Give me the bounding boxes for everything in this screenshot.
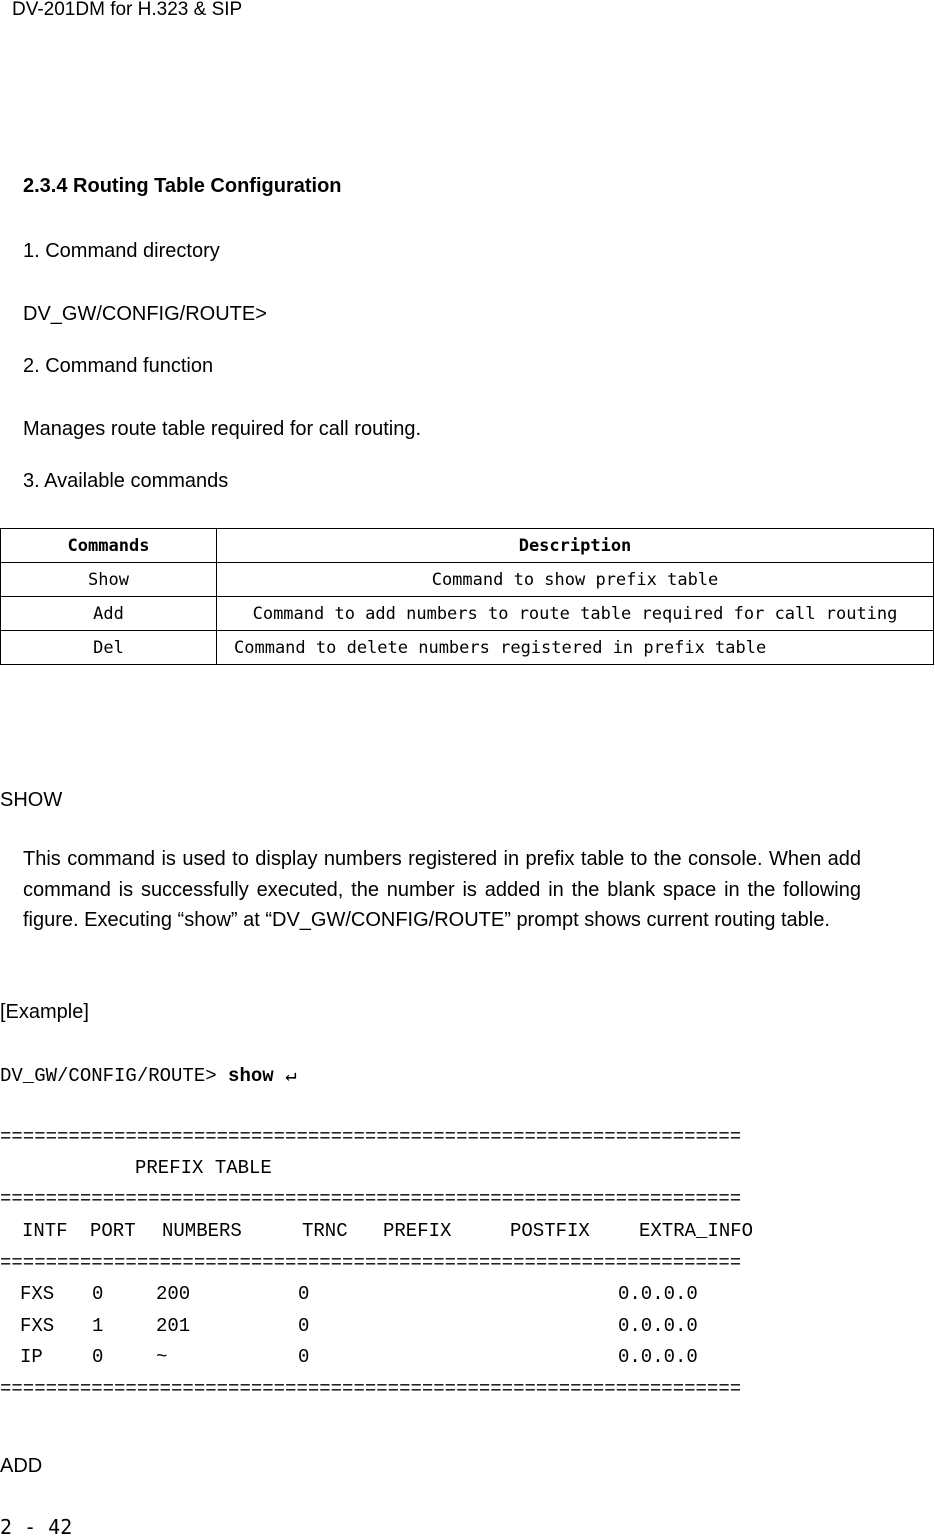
separator-line: ================================================================= [0, 1252, 742, 1274]
cell-extra-info: 0.0.0.0 [618, 1346, 698, 1368]
cell-intf: FXS [20, 1315, 55, 1337]
table-row [1, 597, 934, 631]
column-prefix: PREFIX [383, 1220, 452, 1242]
cell-intf: FXS [20, 1283, 55, 1305]
cell-trnc: 0 [298, 1346, 310, 1368]
enter-key-icon: ↵ [285, 1065, 297, 1087]
separator-line: ================================================================= [0, 1188, 742, 1210]
command-cell: Show [1, 563, 217, 597]
step-1-label: 1. Command directory [23, 240, 220, 262]
command-function: Manages route table required for call routing. [23, 418, 422, 440]
cell-intf: IP [20, 1346, 43, 1368]
separator-line: ================================================================= [0, 1378, 742, 1400]
cell-numbers: ~ [156, 1346, 168, 1368]
header-commands: Commands [1, 529, 217, 563]
description-cell: Command to show prefix table [217, 563, 934, 597]
command-cell: Del [1, 631, 217, 665]
description-cell: Command to delete numbers registered in prefix table [217, 631, 934, 665]
column-trnc: TRNC [302, 1220, 348, 1242]
prefix-table-title: PREFIX TABLE [135, 1157, 272, 1179]
command-cell: Add [1, 597, 217, 631]
cell-extra-info: 0.0.0.0 [618, 1283, 698, 1305]
cell-port: 0 [92, 1283, 104, 1305]
separator-line: ================================================================= [0, 1126, 742, 1148]
step-3-label: 3. Available commands [23, 470, 229, 492]
cell-numbers: 201 [156, 1315, 191, 1337]
cell-numbers: 200 [156, 1283, 191, 1305]
column-numbers: NUMBERS [162, 1220, 242, 1242]
add-heading: ADD [0, 1455, 43, 1477]
column-extra-info: EXTRA_INFO [639, 1220, 754, 1242]
header-description: Description [217, 529, 934, 563]
terminal-command: show [228, 1065, 274, 1087]
table-row [1, 563, 934, 597]
section-title: 2.3.4 Routing Table Configuration [23, 175, 342, 197]
terminal-prompt-line [0, 1064, 297, 1087]
cell-port: 0 [92, 1346, 104, 1368]
column-intf: INTF [22, 1220, 68, 1242]
cell-trnc: 0 [298, 1315, 310, 1337]
table-row [1, 631, 934, 665]
commands-table [0, 528, 934, 665]
terminal-prompt: DV_GW/CONFIG/ROUTE> [0, 1065, 229, 1087]
example-label: [Example] [0, 1001, 89, 1023]
document-header: DV-201DM for H.323 & SIP [12, 0, 243, 20]
description-cell: Command to add numbers to route table required for call routing [217, 597, 934, 631]
column-port: PORT [90, 1220, 136, 1242]
column-postfix: POSTFIX [510, 1220, 590, 1242]
commands-table-header [1, 529, 934, 563]
cell-trnc: 0 [298, 1283, 310, 1305]
cell-port: 1 [92, 1315, 104, 1337]
step-2-label: 2. Command function [23, 355, 214, 377]
page-number: 2 - 42 [0, 1515, 73, 1539]
cell-extra-info: 0.0.0.0 [618, 1315, 698, 1337]
show-heading: SHOW [0, 789, 63, 811]
show-description: This command is used to display numbers registered in prefix table to the console. When add command is successfully executed, the number is added in the blank space in the following figure. Executing “show” at “DV_GW/CONFIG/ROUTE” prompt shows current routing table. [23, 848, 861, 931]
command-directory: DV_GW/CONFIG/ROUTE> [23, 303, 267, 325]
